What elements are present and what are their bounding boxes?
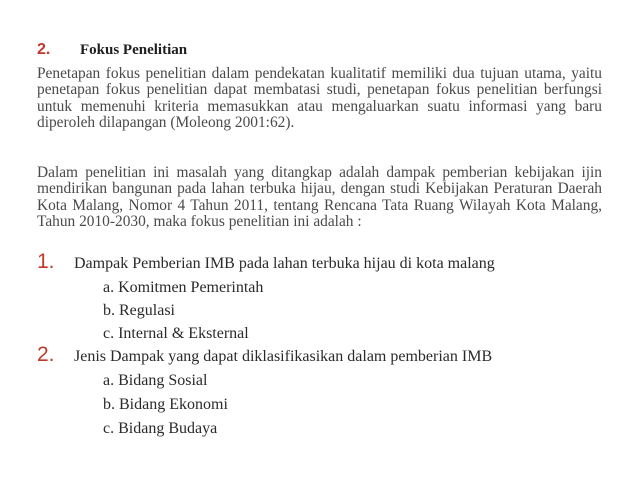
list-item-2 xyxy=(37,343,492,367)
list-item-1 xyxy=(37,250,495,274)
heading-title: Fokus Penelitian xyxy=(80,42,188,58)
list-item-number: 2. xyxy=(37,343,55,366)
list-item-number: 1. xyxy=(37,250,55,273)
list-item-text: Jenis Dampak yang dapat diklasifikasikan dalam pemberian IMB xyxy=(74,348,493,365)
sub-item: b. Bidang Ekonomi xyxy=(103,396,228,413)
sub-item: c. Internal & Eksternal xyxy=(103,325,249,342)
sub-item: b. Regulasi xyxy=(103,302,175,319)
sub-item: c. Bidang Budaya xyxy=(103,420,218,437)
heading-number: 2. xyxy=(37,41,51,58)
paragraph-research-focus: Dalam penelitian ini masalah yang ditangkap adalah dampak pemberian kebijakan ijin mendirikan bangunan pada lahan terbuka hijau, dengan studi Kebijakan Peraturan Daerah Kota Malang, Nomor 4 Tahun 2011, tentang Rencana Tata Ruang Wilayah Kota Malang, Tahun 2010-2030, maka fokus penelitian ini adalah : xyxy=(37,164,602,231)
section-heading xyxy=(37,41,187,59)
paragraph-intro: Penetapan fokus penelitian dalam pendekatan kualitatif memiliki dua tujuan utama, yaitu penetapan fokus penelitian dapat membatasi studi, penetapan fokus penelitian berfungsi untuk memenuhi kriteria memasukkan atau mengaluarkan suatu informasi yang baru diperoleh dilapangan (Moleong 2001:62). xyxy=(37,65,602,132)
sub-item: a. Komitmen Pemerintah xyxy=(103,279,264,296)
sub-item: a. Bidang Sosial xyxy=(103,372,208,389)
list-item-text: Dampak Pemberian IMB pada lahan terbuka hijau di kota malang xyxy=(74,255,495,272)
